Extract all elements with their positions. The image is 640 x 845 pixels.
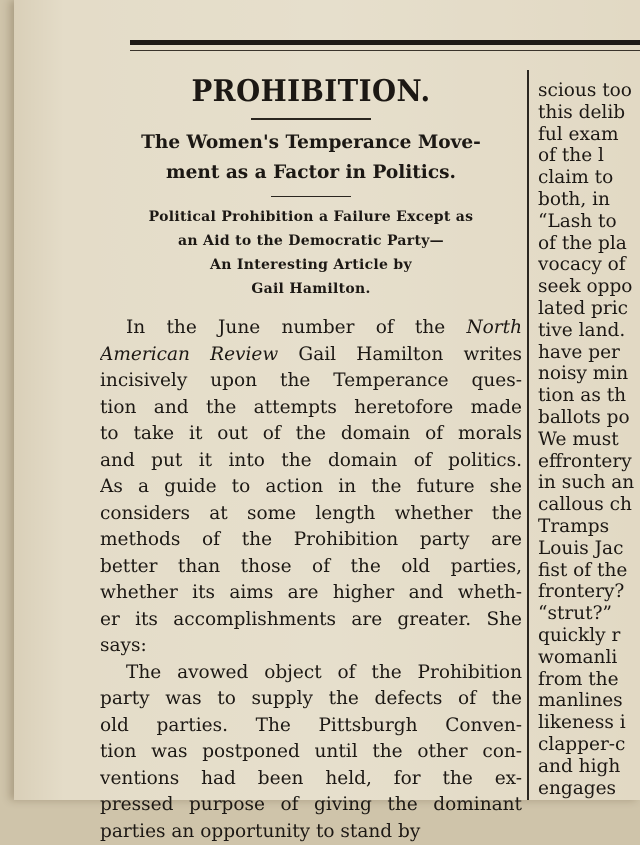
adjacent-column-line: likeness i [538, 712, 640, 734]
adjacent-column-line: this delib [538, 102, 640, 124]
body-line: tion was postponed until the other con- [100, 739, 522, 766]
body-line: incisively upon the Temperance ques- [100, 368, 522, 395]
body-line: parties an opportunity to stand by [100, 819, 522, 845]
adjacent-column-line: vocacy of [538, 254, 640, 276]
body-line: tion and the attempts heretofore made [100, 395, 522, 422]
adjacent-column-line: seek oppo [538, 276, 640, 298]
adjacent-column-line: in such an [538, 472, 640, 494]
deck [100, 205, 522, 301]
adjacent-column-line: of the l [538, 145, 640, 167]
body-line: whether its aims are higher and wheth- [100, 580, 522, 607]
body-line: The avowed object of the Prohibition [100, 660, 522, 687]
adjacent-column-line: fist of the [538, 560, 640, 582]
body-line: and put it into the domain of politics. [100, 448, 522, 475]
adjacent-column-line: from the [538, 669, 640, 691]
adjacent-column-line: both, in [538, 189, 640, 211]
body-line: better than those of the old parties, [100, 554, 522, 581]
adjacent-column-line: noisy min [538, 363, 640, 385]
adjacent-column-line: and high [538, 756, 640, 778]
subheadline-line: ment as a Factor in Politics. [100, 158, 522, 188]
body-line: ventions had been held, for the ex- [100, 766, 522, 793]
adjacent-column-line: callous ch [538, 494, 640, 516]
deck-line: Gail Hamilton. [100, 277, 522, 301]
adjacent-column-line: clapper-c [538, 734, 640, 756]
body-line: pressed purpose of giving the dominant [100, 792, 522, 819]
adjacent-column-line: Tramps [538, 516, 640, 538]
adjacent-column-line: tive land. [538, 320, 640, 342]
body-line: old parties. The Pittsburgh Conven- [100, 713, 522, 740]
adjacent-column-line: effrontery [538, 451, 640, 473]
adjacent-column-line: claim to [538, 167, 640, 189]
adjacent-column-line: womanli [538, 647, 640, 669]
body-line: to take it out of the domain of morals [100, 421, 522, 448]
adjacent-column-line: of the pla [538, 233, 640, 255]
top-rule-thin [130, 50, 640, 51]
body-line: methods of the Prohibition party are [100, 527, 522, 554]
body-line: party was to supply the defects of the [100, 686, 522, 713]
adjacent-column-line: have per [538, 342, 640, 364]
adjacent-column-line: engages [538, 778, 640, 800]
subheadline [100, 128, 522, 188]
article-body [100, 315, 522, 845]
adjacent-column-line: “strut?” [538, 603, 640, 625]
body-line: In the June number of the North [100, 315, 522, 342]
adjacent-column-line: “Lash to [538, 211, 640, 233]
deck-line: An Interesting Article by [100, 253, 522, 277]
deck-line: an Aid to the Democratic Party— [100, 229, 522, 253]
headline: PROHIBITION. [117, 74, 505, 110]
adjacent-column [538, 80, 640, 799]
body-line: er its accomplishments are greater. She [100, 607, 522, 634]
adjacent-column-line: Louis Jac [538, 538, 640, 560]
adjacent-column-line: tion as th [538, 385, 640, 407]
adjacent-column-line: ful exam [538, 124, 640, 146]
adjacent-column-line: manlines [538, 690, 640, 712]
subheadline-line: The Women's Temperance Move- [100, 128, 522, 158]
body-line: American Review Gail Hamilton writes [100, 342, 522, 369]
article-column [100, 60, 522, 845]
body-line: As a guide to action in the future she [100, 474, 522, 501]
top-rule [130, 40, 640, 45]
deck-line: Political Prohibition a Failure Except as [100, 205, 522, 229]
adjacent-column-line: quickly r [538, 625, 640, 647]
body-line: considers at some length whether the [100, 501, 522, 528]
headline-rule [251, 118, 371, 120]
adjacent-column-line: scious too [538, 80, 640, 102]
deck-rule [271, 196, 351, 197]
adjacent-column-line: We must [538, 429, 640, 451]
adjacent-column-line: ballots po [538, 407, 640, 429]
adjacent-column-line: lated pric [538, 298, 640, 320]
adjacent-column-line: frontery? [538, 581, 640, 603]
column-rule [527, 70, 529, 800]
body-line: says: [100, 633, 522, 660]
